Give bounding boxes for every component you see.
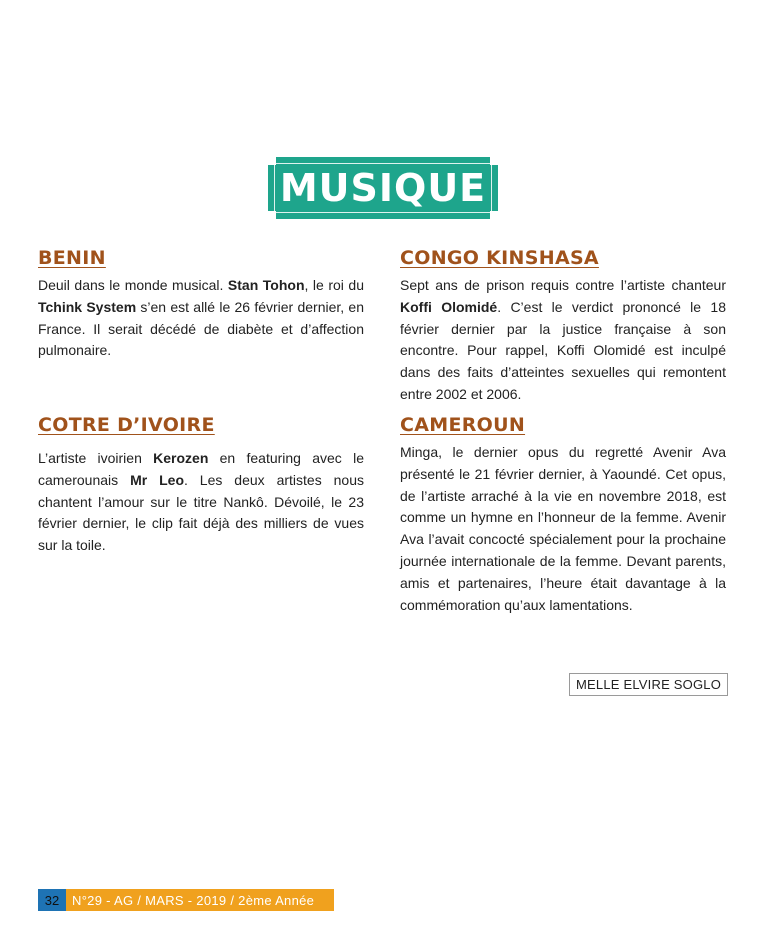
article-heading: CAMEROUN xyxy=(400,414,526,436)
issue-info: N°29 - AG / MARS - 2019 / 2ème Année xyxy=(66,889,334,911)
article-heading: COTRE D’IVOIRE xyxy=(38,414,215,436)
article-text: Minga, le dernier opus du regretté Avenir Ava présenté le 21 février dernier, à Yaoundé. Cet opus, de l’artiste arraché à la vie en novembre 2018, est comme un hymne en l’honneur de la femme. Avenir Ava l’avait concocté spécialement pour la prochaine journée internationale de la femme. Devant parents, amis et partenaires, l’heure était davantage à la commémoration qu’aux lamentations. xyxy=(400,444,726,613)
banner-title: MUSIQUE xyxy=(279,166,487,210)
page-footer xyxy=(38,889,334,911)
article-text: Deuil dans le monde musical. Stan Tohon, le roi du Tchink System s’en est allé le 26 février dernier, en France. Il serait décédé de diabète et d’affection pulmonaire. xyxy=(38,277,365,359)
article-cote-divoire xyxy=(38,414,364,557)
author-signature: MELLE ELVIRE SOGLO xyxy=(569,673,728,696)
page-number: 32 xyxy=(38,889,66,911)
article-cameroun xyxy=(400,414,726,616)
article-text: Sept ans de prison requis contre l’artiste chanteur Koffi Olomidé. C’est le verdict prononcé le 18 février dernier par la justice française à son encontre. Pour rappel, Koffi Olomidé est inculpé dans des faits d’atteintes sexuelles qui remontent entre 2002 et 2006. xyxy=(400,277,726,402)
article-text: L’artiste ivoirien Kerozen en featuring avec le camerounais Mr Leo. Les deux artistes nous chantent l’amour sur le titre Nankô. Dévoilé, le 23 février dernier, le clip fait déjà des milliers de vues sur la toile. xyxy=(38,450,364,554)
article-heading: BENIN xyxy=(38,247,106,269)
section-banner xyxy=(268,157,498,219)
article-benin xyxy=(38,247,364,362)
article-heading: CONGO KINSHASA xyxy=(400,247,599,269)
article-congo xyxy=(400,247,726,406)
